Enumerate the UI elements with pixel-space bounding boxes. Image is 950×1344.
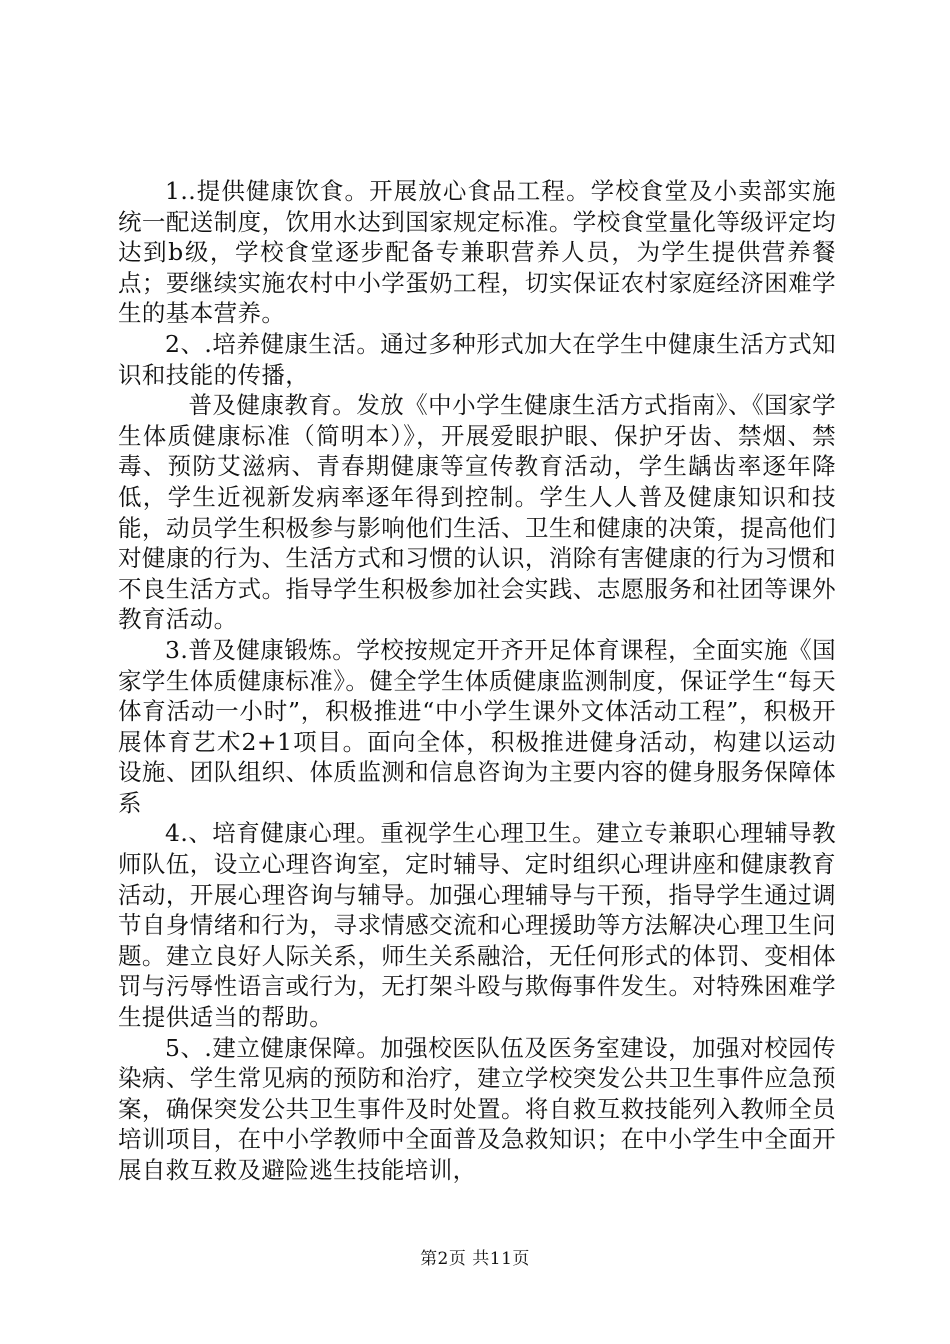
paragraph-healthy-diet: 1..提供健康饮食。开展放心食品工程。学校食堂及小卖部实施统一配送制度，饮用水达到国家规定标准。学校食堂量化等级评定均达到b级，学校食堂逐步配备专兼职营养人员，为学生提供营养餐点；要继续实施农村中小学蛋奶工程，切实保证农村家庭经济困难学生的基本营养。 bbox=[118, 177, 836, 328]
paragraph-health-security: 5、.建立健康保障。加强校医队伍及医务室建设，加强对校园传染病、学生常见病的预防和治疗，建立学校突发公共卫生事件应急预案，确保突发公共卫生事件及时处置。将自救互救技能列入教师全员培训项目，在中小学教师中全面普及急救知识；在中小学生中全面开展自救互救及避险逃生技能培训， bbox=[118, 1033, 836, 1184]
paragraph-health-psychology: 4.、培育健康心理。重视学生心理卫生。建立专兼职心理辅导教师队伍，设立心理咨询室，定时辅导、定时组织心理讲座和健康教育活动，开展心理咨询与辅导。加强心理辅导与干预，指导学生通过调节自身情绪和行为，寻求情感交流和心理援助等方法解决心理卫生问题。建立良好人际关系，师生关系融洽，无任何形式的体罚、变相体罚与污辱性语言或行为，无打架斗殴与欺侮事件发生。对特殊困难学生提供适当的帮助。 bbox=[118, 819, 836, 1032]
document-body bbox=[118, 176, 836, 1186]
paragraph-healthy-life: 2、.培养健康生活。通过多种形式加大在学生中健康生活方式知识和技能的传播， bbox=[118, 329, 836, 389]
paragraph-health-exercise: 3.普及健康锻炼。学校按规定开齐开足体育课程，全面实施《国家学生体质健康标准》。健全学生体质健康监测制度，保证学生“每天体育活动一小时”，积极推进“中小学生课外文体活动工程”，积极开展体育艺术2+1项目。面向全体，积极推进健身活动，构建以运动设施、团队组织、体质监测和信息咨询为主要内容的健身服务保障体系 bbox=[118, 635, 836, 817]
page-number-footer: 第2页 共11页 bbox=[420, 1249, 530, 1269]
paragraph-health-education: 普及健康教育。发放《中小学生健康生活方式指南》、《国家学生体质健康标准（简明本）》，开展爱眼护眼、保护牙齿、禁烟、禁毒、预防艾滋病、青春期健康等宣传教育活动，学生龋齿率逐年降低，学生近视新发病率逐年得到控制。学生人人普及健康知识和技能，动员学生积极参与影响他们生活、卫生和健康的决策，提高他们对健康的行为、生活方式和习惯的认识，消除有害健康的行为习惯和不良生活方式。指导学生积极参加社会实践、志愿服务和社团等课外教育活动。 bbox=[118, 391, 836, 634]
